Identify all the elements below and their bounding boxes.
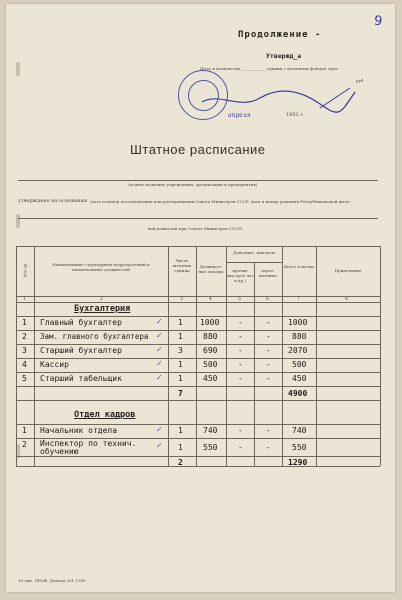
header-name: Наименование структурных подразделений и наименование должностей [52, 262, 150, 272]
print-footer: 18 тип. ПРОФ. Доклад 201 1950 [18, 578, 86, 583]
check-mark-icon: ✓ [156, 441, 163, 450]
row-salary: 690 [203, 346, 218, 355]
section-title: Отдел кадров [74, 410, 136, 420]
row-units: 1 [178, 318, 183, 327]
subtotal-total: 4900 [288, 389, 308, 398]
header-personal: персо-нальные [259, 268, 277, 278]
row-units: 3 [178, 346, 183, 355]
row-name: Старший бухгалтер [40, 346, 122, 355]
subtotal-units: 7 [178, 389, 183, 398]
basis-note-2: ной комиссии при Совете Министров СССР) [148, 226, 243, 231]
row-units: 1 [178, 360, 183, 369]
row-total: 2070 [288, 346, 308, 355]
row-name: Главный бухгалтер [40, 318, 122, 327]
signature-scribble [200, 88, 360, 118]
row-personal: - [238, 318, 243, 327]
staff-line: Штат в количестве ____________ единиц с месячным фондом зара- [200, 66, 339, 71]
row-personal: - [238, 346, 243, 355]
row-name: Зам. главного бухгалтера [40, 332, 149, 341]
header-num: №№ пп [22, 263, 28, 278]
check-mark-icon: ✓ [156, 345, 163, 354]
basis-label: утверждено на основании [18, 198, 88, 204]
row-num: 2 [22, 440, 27, 449]
rub-label: руб. [356, 78, 365, 83]
col-number: 5 [238, 297, 241, 302]
col-number: 4 [209, 297, 212, 302]
row-units: 1 [178, 332, 183, 341]
row-num: 2 [22, 332, 27, 341]
page-number: 9 [372, 13, 384, 30]
row-other: - [266, 346, 271, 355]
row-num: 5 [22, 374, 27, 383]
header-note: Примечание [334, 268, 362, 273]
header-other: прочие (выслуга лет и др.) [226, 268, 254, 283]
row-other: - [266, 332, 271, 341]
row-num: 1 [22, 426, 27, 435]
row-total: 740 [292, 426, 307, 435]
row-total: 880 [292, 332, 307, 341]
row-personal: - [238, 332, 243, 341]
header-salary: Должност-ные оклады [198, 264, 224, 274]
row-other: - [266, 360, 271, 369]
row-name: Инспектор по технич. обучению [40, 439, 137, 456]
row-num: 1 [22, 318, 27, 327]
basis-note: (дата и номер постановления или распоряжения Совета Министров СССР, дата и номер решения Республиканской штат- [90, 199, 351, 204]
row-other: - [266, 374, 271, 383]
row-num: 4 [22, 360, 27, 369]
continuation-label: Продолжение - [238, 30, 322, 40]
row-name: Кассир [40, 360, 69, 369]
row-total: 550 [292, 443, 307, 452]
row-name: Старший табельщик [40, 374, 122, 383]
document-title: Штатное расписание [130, 142, 266, 157]
row-salary: 450 [203, 374, 218, 383]
row-units: 1 [178, 443, 183, 452]
check-mark-icon: ✓ [156, 331, 163, 340]
header-total: Всего в месяц [284, 264, 314, 269]
row-salary: 740 [203, 426, 218, 435]
check-mark-icon: ✓ [156, 373, 163, 382]
col-number: 6 [266, 297, 269, 302]
subtotal-total: 1290 [288, 458, 308, 467]
header-units: Число штатных единиц [172, 258, 192, 273]
row-personal: - [238, 360, 243, 369]
signature-year: 1952 г. [286, 112, 305, 118]
check-mark-icon: ✓ [156, 359, 163, 368]
row-other: - [266, 443, 271, 452]
row-personal: - [238, 426, 243, 435]
section-title: Бухгалтерия [74, 304, 131, 314]
row-other: - [266, 318, 271, 327]
check-mark-icon: ✓ [156, 425, 163, 434]
col-number: 1 [23, 297, 26, 302]
subtotal-units: 2 [178, 458, 183, 467]
check-mark-icon: ✓ [156, 317, 163, 326]
row-personal: - [238, 443, 243, 452]
row-total: 500 [292, 360, 307, 369]
institution-note: (полное название учреждения, организации и предприятия) [128, 182, 258, 187]
col-number: 2 [100, 297, 103, 302]
row-salary: 550 [203, 443, 218, 452]
row-units: 1 [178, 374, 183, 383]
row-salary: 880 [203, 332, 218, 341]
row-salary: 1000 [200, 318, 220, 327]
row-units: 1 [178, 426, 183, 435]
row-salary: 500 [203, 360, 218, 369]
approved-label: Утвержд_а [266, 52, 302, 60]
col-number: 8 [345, 297, 348, 302]
row-personal: - [238, 374, 243, 383]
header-extra: Дополнит. выплаты [233, 250, 275, 255]
signature-date: апреля [228, 112, 251, 119]
row-total: 1000 [288, 318, 308, 327]
row-num: 3 [22, 346, 27, 355]
row-name: Начальник отдела [40, 426, 118, 435]
col-number: 3 [180, 297, 183, 302]
col-number: 7 [297, 297, 300, 302]
row-total: 450 [292, 374, 307, 383]
binding-hole [16, 214, 20, 228]
binding-hole [16, 62, 20, 76]
row-other: - [266, 426, 271, 435]
